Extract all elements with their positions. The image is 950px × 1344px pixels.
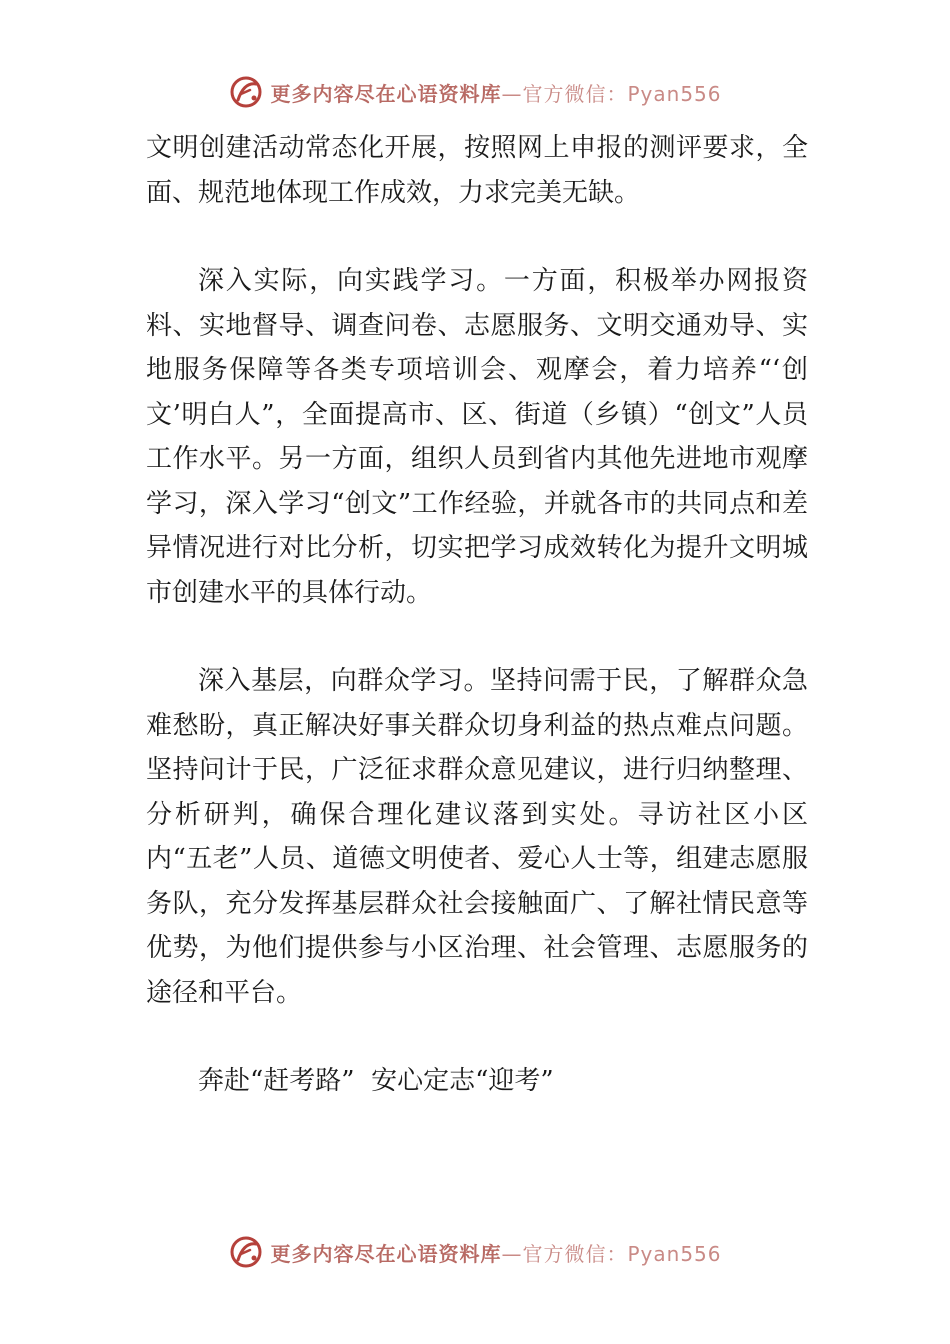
- watermark-text: [270, 1238, 721, 1267]
- paragraph-1: 文明创建活动常态化开展，按照网上申报的测评要求，全面、规范地体现工作成效，力求完美无缺。: [146, 133, 808, 208]
- watermark-wechat-id: Pyan556: [627, 1241, 722, 1266]
- header-watermark: [0, 74, 950, 110]
- brand-logo-icon: [228, 74, 264, 110]
- watermark-dash: —: [501, 81, 523, 106]
- brand-logo-icon: [228, 1234, 264, 1270]
- paragraph-3: 深入基层，向群众学习。坚持问需于民，了解群众急难愁盼，真正解决好事关群众切身利益的热点难点问题。坚持问计于民，广泛征求群众意见建议，进行归纳整理、分析研判，确保合理化建议落到实处。寻访社区小区内“五老”人员、道德文明使者、爱心人士等，组建志愿服务队，充分发挥基层群众社会接触面广、了解社情民意等优势，为他们提供参与小区治理、社会管理、志愿服务的途径和平台。: [146, 666, 808, 1008]
- watermark-wechat-id: Pyan556: [627, 81, 722, 106]
- watermark-wechat-label: 官方微信：: [522, 81, 628, 106]
- watermark-brand: 更多内容尽在心语资料库: [270, 81, 502, 106]
- paragraph-2: 深入实际，向实践学习。一方面，积极举办网报资料、实地督导、调查问卷、志愿服务、文明交通劝导、实地服务保障等各类专项培训会、观摩会，着力培养“‘创文’明白人”，全面提高市、区、街道（乡镇）“创文”人员工作水平。另一方面，组织人员到省内其他先进地市观摩学习，深入学习“创文”工作经验，并就各市的共同点和差异情况进行对比分析，切实把学习成效转化为提升文明城市创建水平的具体行动。: [146, 266, 808, 608]
- watermark-wechat-label: 官方微信：: [522, 1241, 628, 1266]
- watermark-brand: 更多内容尽在心语资料库: [270, 1241, 502, 1266]
- watermark-dash: —: [501, 1241, 523, 1266]
- document-body: [146, 126, 808, 1104]
- footer-watermark: [0, 1234, 950, 1270]
- section-heading: 奔赴“赶考路” 安心定志“迎考”: [198, 1066, 554, 1096]
- watermark-text: [270, 78, 721, 107]
